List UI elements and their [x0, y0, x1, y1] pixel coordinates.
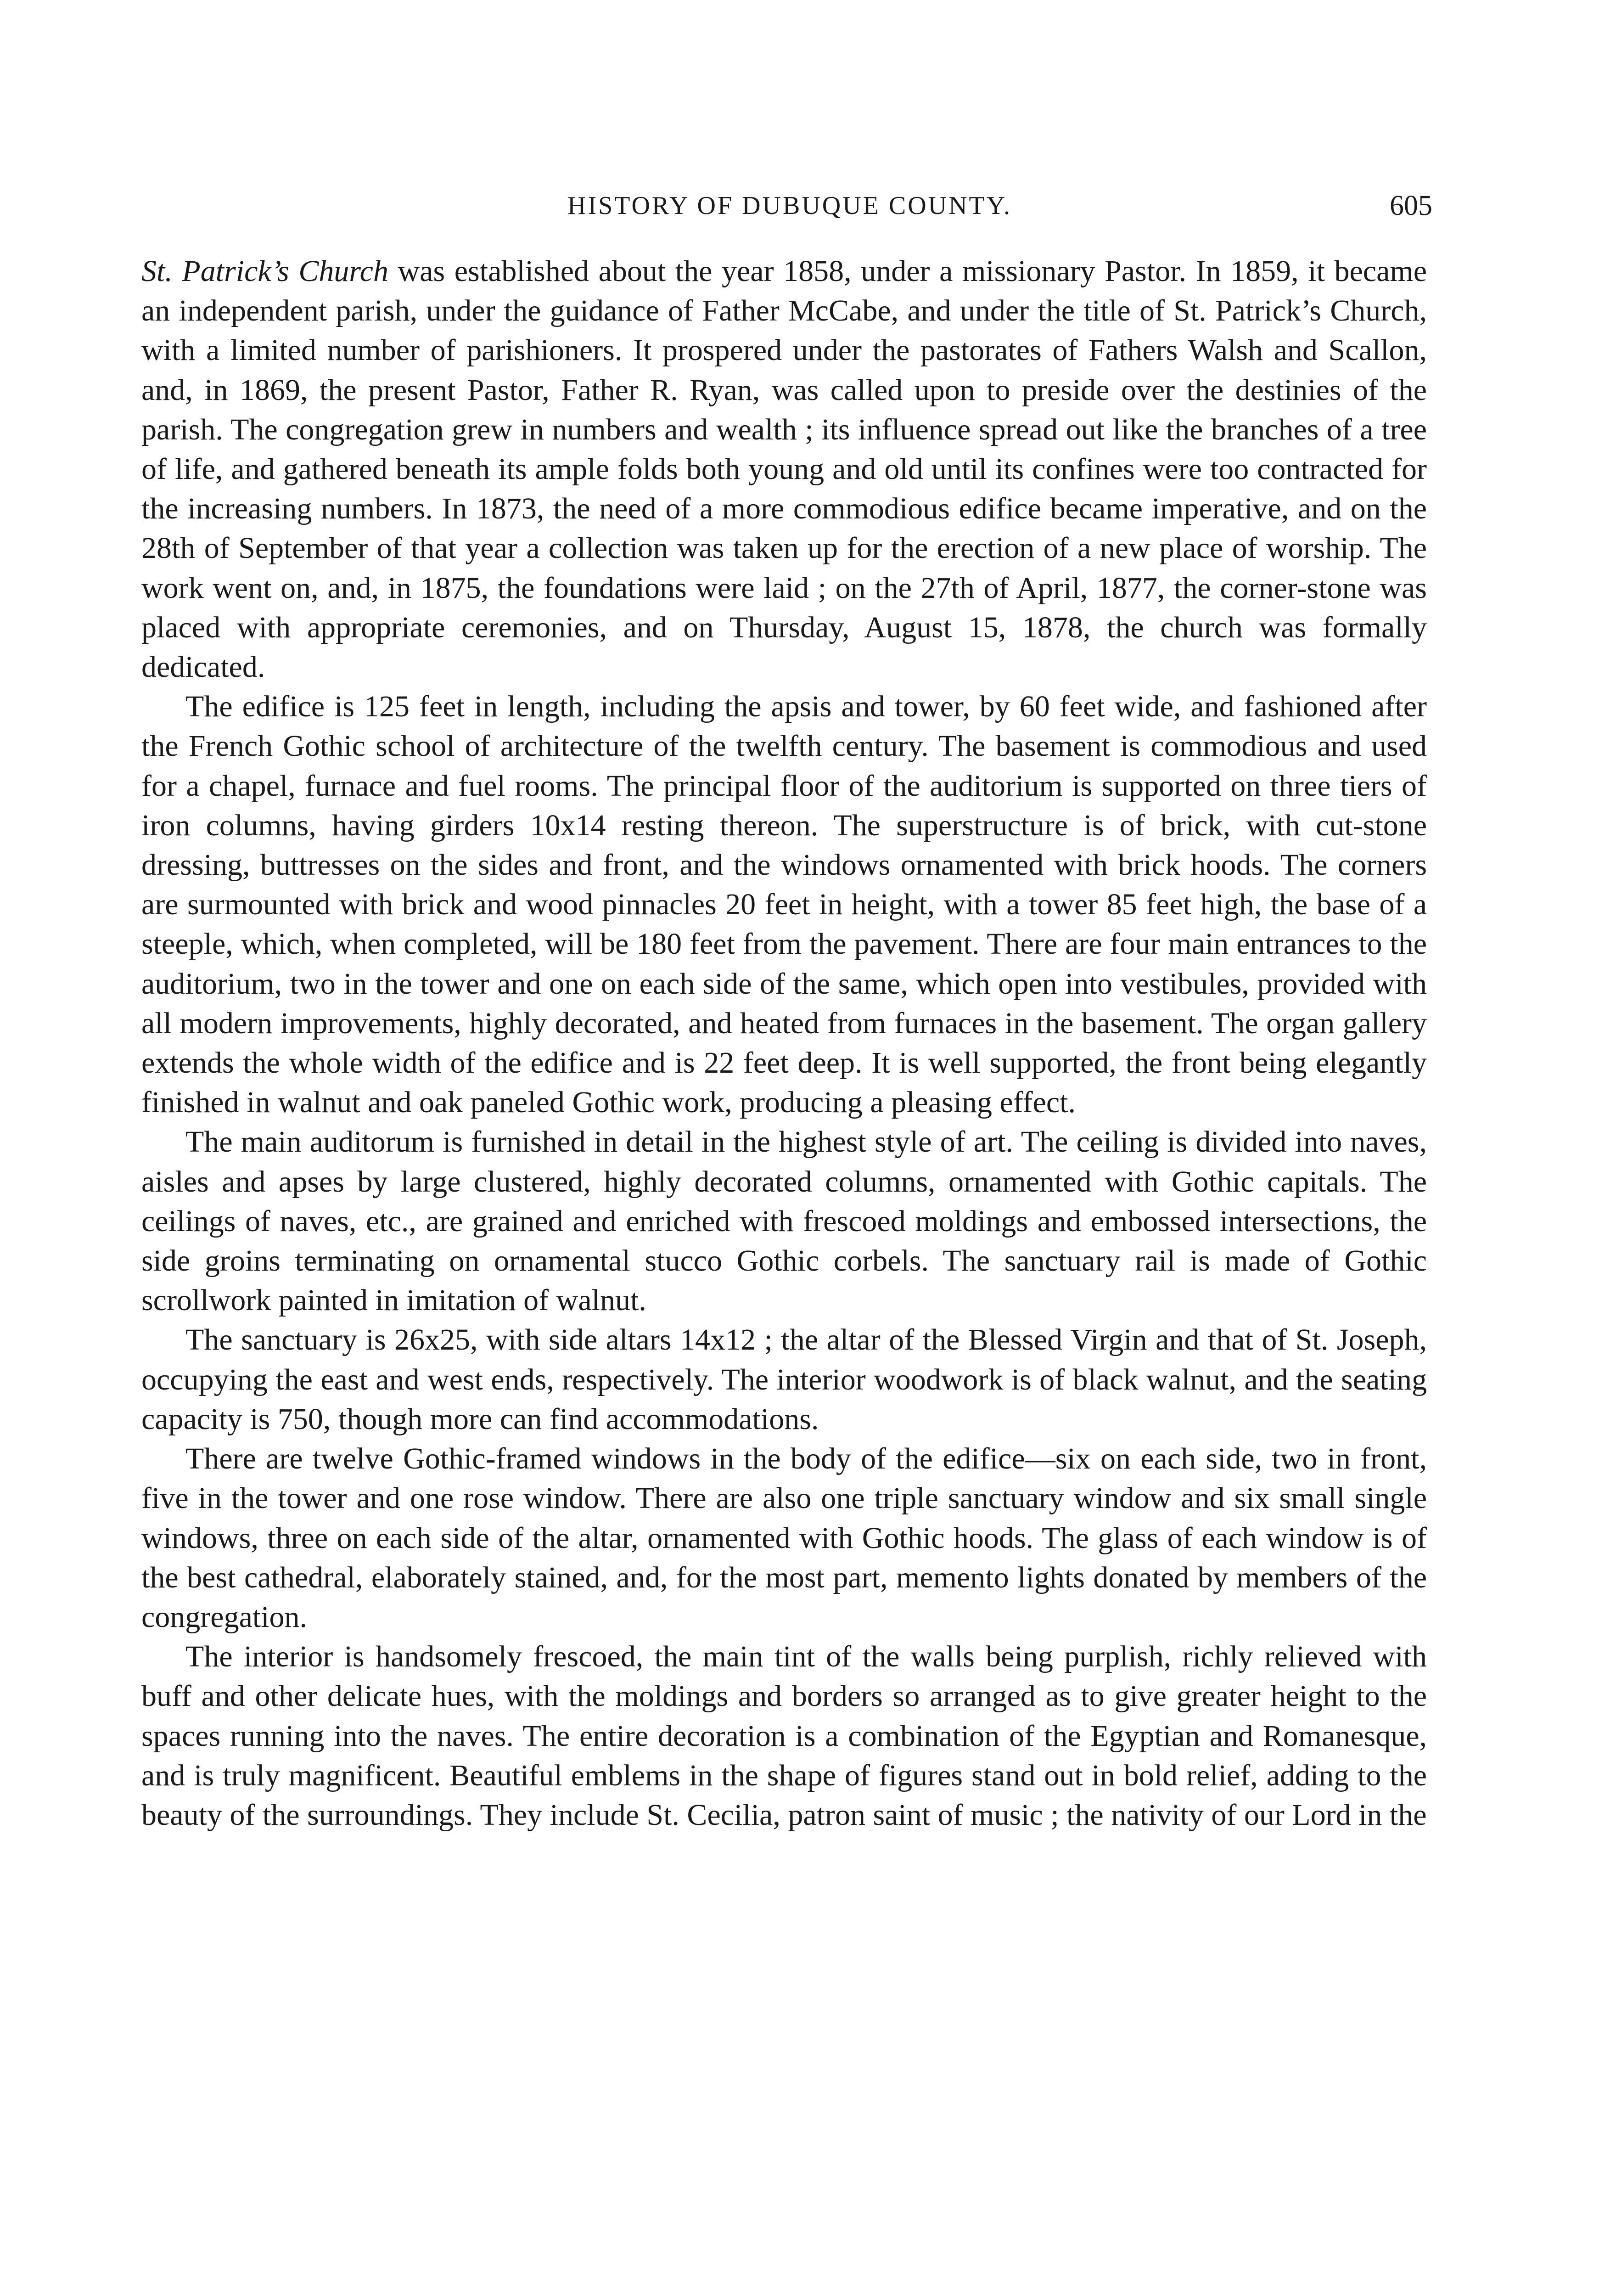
church-name: St. Patrick’s Church: [141, 254, 388, 288]
page-header: [147, 187, 1432, 224]
page-number: 605: [1390, 190, 1432, 221]
paragraph-interior-decoration: The interior is handsomely frescoed, the main tint of the walls being purplish, richly relieved with buff and other delicate hues, with the moldings and borders so arranged as to give greater height to the spaces running into the naves. The entire decoration is a combination of the Egyptian and Romanesque, and is truly magnificent. Beautiful emblems in the shape of figures stand out in bold relief, adding to the beauty of the surroundings. They include St. Cecilia, patron saint of music ; the nativity of our Lord in the: [141, 1640, 1427, 1832]
paragraph-auditorium: The main auditorum is furnished in detail in the highest style of art. The ceiling is divided into naves, aisles and apses by large clustered, highly decorated columns, ornamented with Gothic capitals. The ceilings of naves, etc., are grained and enriched with frescoed moldings and embossed intersections, the side groins terminating on ornamental stucco Gothic corbels. The sanctuary rail is made of Gothic scrollwork painted in imitation of walnut.: [141, 1125, 1427, 1317]
body-text: [141, 252, 1427, 1835]
paragraph-sanctuary: The sanctuary is 26x25, with side altars 14x12 ; the altar of the Blessed Virgin and that of St. Joseph, occupying the east and west ends, respectively. The interior woodwork is of black walnut, and the seating capacity is 750, though more can find accommodations.: [141, 1323, 1427, 1436]
paragraph-st-patricks-founding: [141, 252, 1427, 687]
paragraph-windows: There are twelve Gothic-framed windows in the body of the edifice—six on each side, two in front, five in the tower and one rose window. There are also one triple sanctuary window and six small single windows, three on each side of the altar, ornamented with Gothic hoods. The glass of each window is of the best cathedral, elaborately stained, and, for the most part, memento lights donated by members of the congregation.: [141, 1442, 1427, 1634]
paragraph-edifice-description: The edifice is 125 feet in length, including the apsis and tower, by 60 feet wide, and fashioned after the French Gothic school of architecture of the twelfth century. The basement is commodious and used for a chapel, furnace and fuel rooms. The principal floor of the auditorium is supported on three tiers of iron columns, having girders 10x14 resting thereon. The superstructure is of brick, with cut-stone dressing, buttresses on the sides and front, and the windows ornamented with brick hoods. The corners are surmounted with brick and wood pinnacles 20 feet in height, with a tower 85 feet high, the base of a steeple, which, when completed, will be 180 feet from the pavement. There are four main entrances to the auditorium, two in the tower and one on each side of the same, which open into vestibules, provided with all modern improvements, highly decorated, and heated from furnaces in the basement. The organ gallery extends the whole width of the edifice and is 22 feet deep. It is well supported, the front being elegantly finished in walnut and oak paneled Gothic work, producing a pleasing effect.: [141, 690, 1427, 1120]
running-head: HISTORY OF DUBUQUE COUNTY.: [567, 191, 1012, 220]
paragraph-text: was established about the year 1858, under a missionary Pastor. In 1859, it became an independent parish, under the guidance of Father McCabe, and under the title of St. Patrick’s Church, with a limited number of parishioners. It prospered under the pastorates of Fathers Walsh and Scallon, and, in 1869, the present Pastor, Father R. Ryan, was called upon to preside over the destinies of the parish. The congregation grew in numbers and wealth ; its influence spread out like the branches of a tree of life, and gathered beneath its ample folds both young and old until its confines were too contracted for the increasing numbers. In 1873, the need of a more commodious edifice became imperative, and on the 28th of September of that year a collection was taken up for the erection of a new place of worship. The work went on, and, in 1875, the foundations were laid ; on the 27th of April, 1877, the corner-stone was placed with appropriate ceremonies, and on Thursday, August 15, 1878, the church was formally dedicated.: [141, 254, 1427, 684]
